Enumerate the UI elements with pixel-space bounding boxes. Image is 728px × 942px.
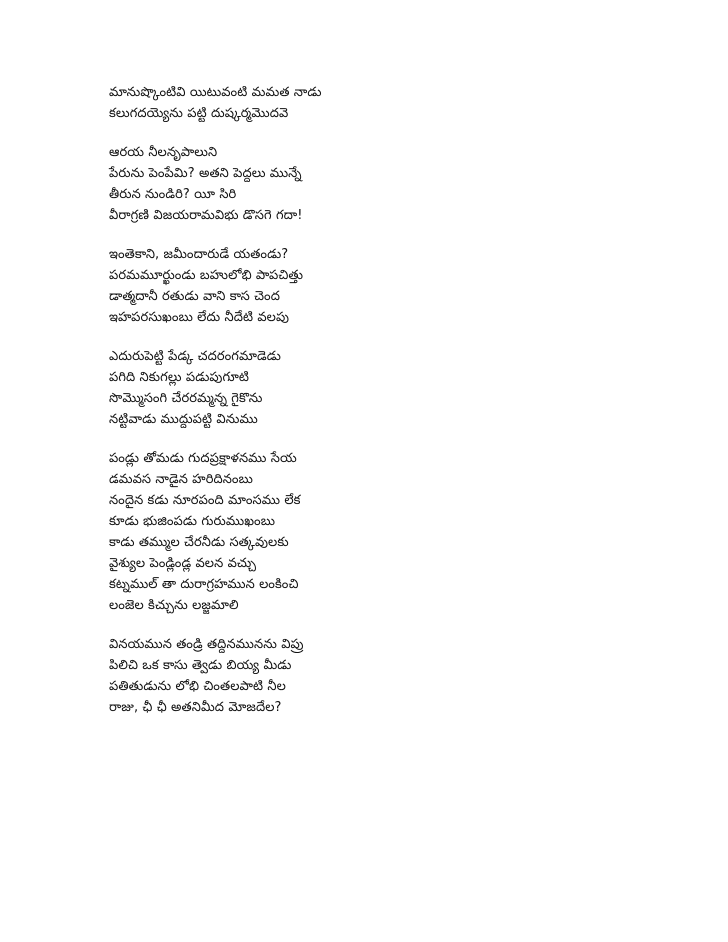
poem-text bbox=[109, 82, 669, 736]
stanza-1 bbox=[109, 82, 669, 124]
stanza-5 bbox=[109, 448, 669, 616]
verse-line: కట్నముల్ తా దురాగ్రహమున లంకించి bbox=[109, 577, 299, 592]
verse-line: పిలిచి ఒక కాసు త్వెడు బియ్య మీడు bbox=[109, 658, 292, 673]
verse-line: వీరాగ్రణి విజయరామవిభు డొసగె గదా! bbox=[109, 208, 303, 223]
verse-line: పతితుడును లోభి చింతలపాటి నీల bbox=[109, 679, 286, 694]
verse-line: ఎదురుపెట్టి పేడ్క చదరంగమాడెడు bbox=[109, 349, 281, 364]
verse-line: ఇహపరసుఖంబు లేదు నీదేటి వలపు bbox=[109, 310, 290, 325]
stanza-3 bbox=[109, 244, 669, 328]
verse-line: ఆరయ నీలనృపాలుని bbox=[109, 145, 218, 160]
verse-line: వినయమున తండ్రి తద్దినమునను విప్రు bbox=[109, 637, 304, 652]
verse-line: డాత్మదానీ రతుడు వాని కాస చెంద bbox=[109, 289, 280, 304]
verse-line: నందైన కడు నూరపంది మాంసము లేక bbox=[109, 493, 301, 508]
verse-line: పేరును పెంపేమి? అతని పెద్దలు మున్నే bbox=[109, 166, 302, 181]
verse-line: నట్టివాడు ముద్దుపట్టి వినుము bbox=[109, 412, 258, 427]
verse-line: పరమమూర్ఖుండు బహులోభి పాపచిత్తు bbox=[109, 268, 304, 283]
verse-line: లంజెల కిచ్చును లజ్జమాలి bbox=[109, 598, 239, 613]
verse-line: కలుగదయ్యెను పట్టి దుష్కర్మమొదవె bbox=[109, 106, 289, 121]
verse-line: వైశ్యుల పెండ్లిండ్ల వలన వచ్చు bbox=[109, 556, 257, 571]
verse-line: రాజు, ఛీ ఛీ అతనిమీద మోజదేల? bbox=[109, 700, 282, 715]
verse-line: సొమ్మొసంగి చేరరమ్మన్న గైకొను bbox=[109, 391, 263, 406]
stanza-6 bbox=[109, 634, 669, 718]
verse-line: పండ్లు తోమడు గుదప్రక్షాళనము సేయ bbox=[109, 451, 297, 466]
verse-line: మానుష్కొంటివి యిటువంటి మమత నాడు bbox=[109, 85, 322, 100]
verse-line: తీరున నుండిరి? యీ సిరి bbox=[109, 187, 237, 202]
verse-line: కూడు భుజింపడు గురుముఖంబు bbox=[109, 514, 276, 529]
verse-line: డమవస నాడైన హరిదినంబు bbox=[109, 472, 253, 487]
verse-line: ఇంతెకాని, జమీందారుడే యతండు? bbox=[109, 247, 289, 262]
stanza-2 bbox=[109, 142, 669, 226]
verse-line: కాడు తమ్ముల చేరనీడు సత్కవులకు bbox=[109, 535, 289, 550]
verse-line: పగిది నికుగల్లు పడుపుగూటి bbox=[109, 370, 250, 385]
stanza-4 bbox=[109, 346, 669, 430]
